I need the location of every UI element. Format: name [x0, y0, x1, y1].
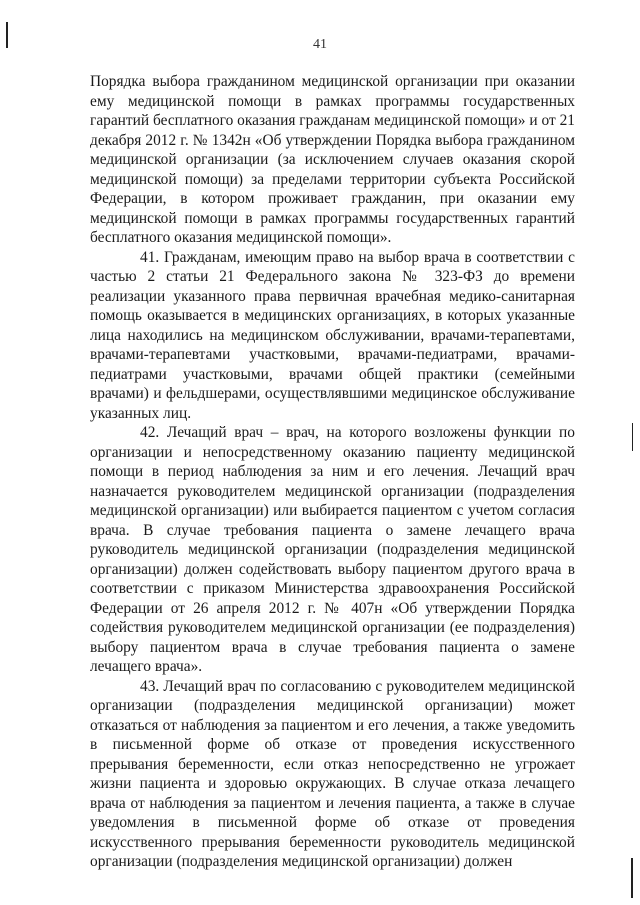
paragraph-item-43: 43. Лечащий врач по согласованию с руководителем медицинской организации (подразделения медицинской организации) может отказаться от наблюдения за пациентом и его лечения, а также уведомить в письменной форме об отказе от проведения искусственного прерывания беременности, если отказ непосредственно не угрожает жизни пациента и здоровью окружающих. В случае отказа лечащего врача от наблюдения за пациентом и лечения пациента, а также в случае уведомления в письменной форме об отказе от проведения искусственного прерывания беременности руководитель медицинской организации (подразделения медицинской организации) должен [90, 677, 575, 870]
paragraph-item-41: 41. Гражданам, имеющим право на выбор врача в соответствии с частью 2 статьи 21 Федерального закона № 323-ФЗ до времени реализации указанного права первичная врачебная медико-санитарная помощь оказывается в медицинских организациях, в которых указанные лица находились на медицинском обслуживании, врачами-терапевтами, врачами-терапевтами участковыми, врачами-педиатрами, врачами-педиатрами участковыми, врачами общей практики (семейными врачами) и фельдшерами, осуществлявшими медицинское обслуживание указанных лиц. [90, 248, 575, 422]
scan-mark-right-bottom [631, 858, 633, 898]
scan-mark-right-middle [632, 423, 633, 451]
body-text [90, 72, 575, 872]
paragraph-item-42: 42. Лечащий врач – врач, на которого возложены функции по организации и непосредственному оказанию пациенту медицинской помощи в период наблюдения за ним и его лечения. Лечащий врач назначается руководителем медицинской организации (подразделения медицинской организации) или выбирается пациентом с учетом согласия врача. В случае требования пациента о замене лечащего врача руководитель медицинской организации (подразделения медицинской организации) должен содействовать выбору пациентом другого врача в соответствии с приказом Министерства здравоохранения Российской Федерации от 26 апреля 2012 г. № 407н «Об утверждении Порядка содействия руководителем медицинской организации (ее подразделения) выбору пациентом врача в случае требования пациента о замене лечащего врача». [90, 424, 575, 675]
paragraph-continuation: Порядка выбора гражданином медицинской организации при оказании ему медицинской помощи в рамках программы государственных гарантий бесплатного оказания гражданам медицинской помощи» и от 21 декабря 2012 г. № 1342н «Об утверждении Порядка выбора гражданином медицинской организации (за исключением случаев оказания скорой медицинской помощи) за пределами территории субъекта Российской Федерации, в котором проживает гражданин, при оказании ему медицинской помощи в рамках программы государственных гарантий бесплатного оказания медицинской помощи». [90, 73, 575, 246]
page-number: 41 [313, 37, 327, 52]
